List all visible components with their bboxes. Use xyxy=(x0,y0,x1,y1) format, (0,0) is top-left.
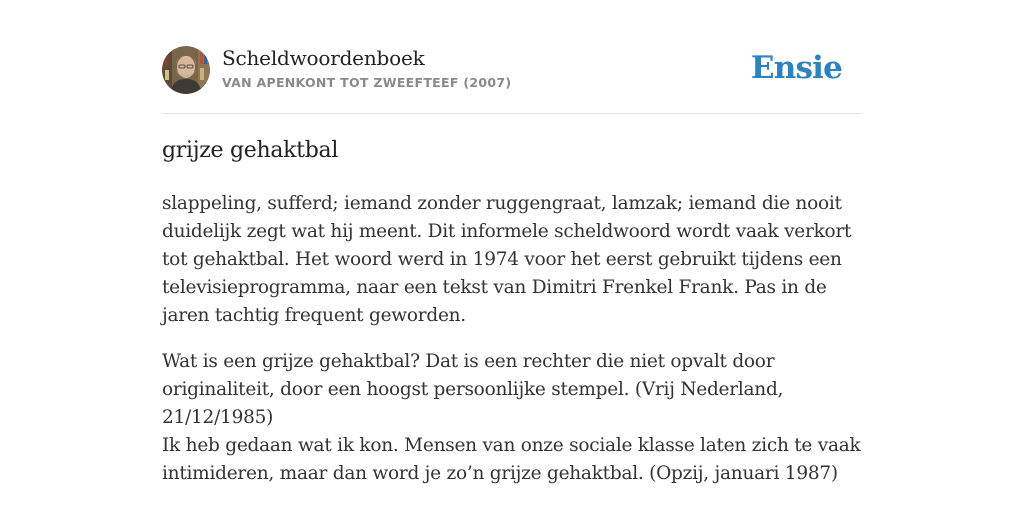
entry-header xyxy=(162,46,862,96)
header-divider xyxy=(162,113,862,114)
entry-definition: slappeling, sufferd; iemand zonder ruggengraat, lamzak; iemand die nooit duidelijk zegt wat hij meent. Dit informele scheldwoord wordt vaak verkort tot gehaktbal. Het woord werd in 1974 voor het eerst gebruikt tijdens een televisieprogramma, naar een tekst van Dimitri Frenkel Frank. Pas in de jaren tachtig frequent geworden. xyxy=(162,193,852,326)
entry-card xyxy=(162,46,862,484)
book-title[interactable]: Scheldwoordenboek xyxy=(222,46,425,70)
ensie-logo-link[interactable]: Ensie xyxy=(750,50,842,86)
entry-term: grijze gehaktbal xyxy=(162,138,339,163)
book-subtitle: VAN APENKONT TOT ZWEEFTEEF (2007) xyxy=(222,75,512,90)
entry-quote: Ik heb gedaan wat ik kon. Mensen van onze sociale klasse laten zich te vaak intimideren, maar dan word je zo’n grijze gehaktbal. (Opzij, januari 1987) xyxy=(162,435,861,484)
entry-quote: Wat is een grijze gehaktbal? Dat is een rechter die niet opvalt door originaliteit, door een hoogst persoonlijke stempel. (Vrij Nederland, 21/12/1985) xyxy=(162,351,784,428)
author-avatar xyxy=(162,46,210,94)
author-portrait-icon xyxy=(162,46,210,94)
